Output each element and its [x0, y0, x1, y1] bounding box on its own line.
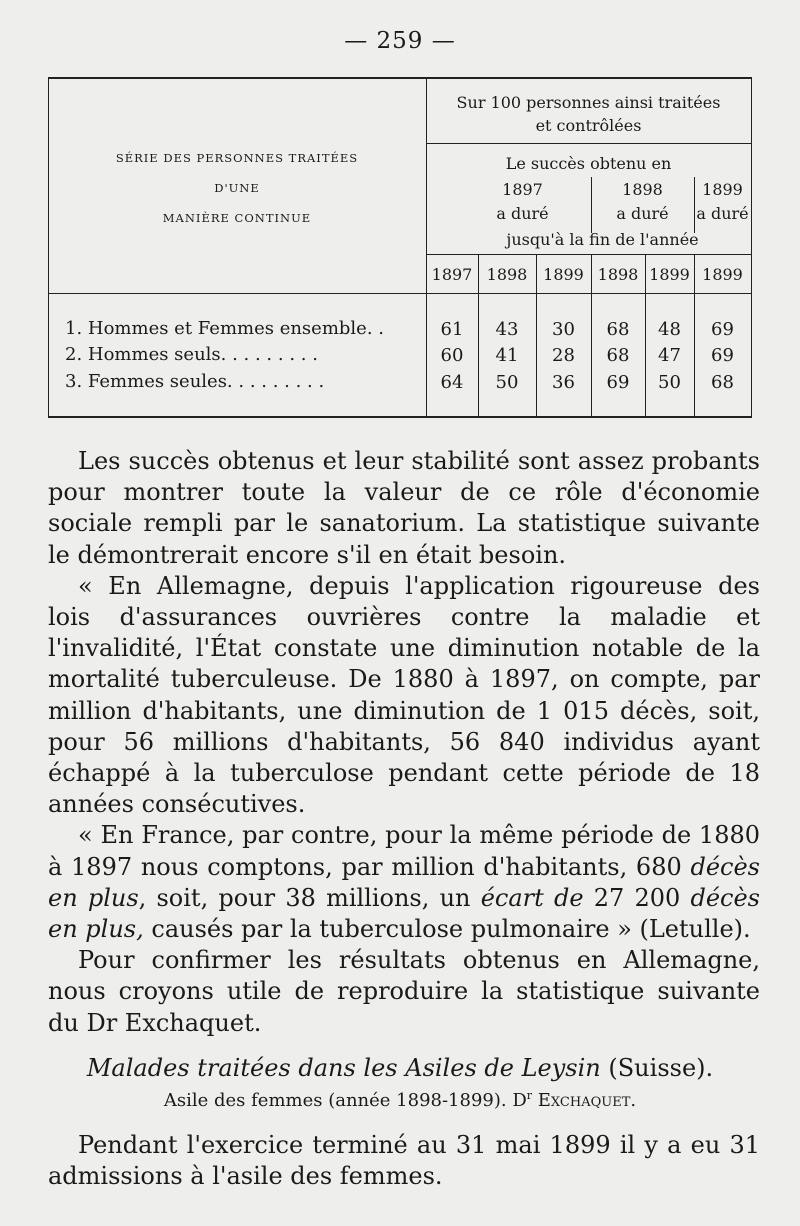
row-value: 50 [658, 372, 681, 393]
rule-group-header [426, 143, 751, 144]
row-value: 60 [440, 345, 464, 366]
year-col-5: 1899 [649, 265, 690, 284]
rule-year-header-bottom [49, 293, 751, 294]
row-value: 41 [495, 345, 519, 366]
year-col-6: 1899 [702, 265, 743, 284]
success-year-1898: 1898 [622, 180, 663, 199]
row-value: 36 [552, 372, 575, 393]
paragraph-2: « En Allemagne, depuis l'application rigoureuse des lois d'assurances ouvrières contre la maladie et l'invalidité, l'État constate une diminution notable de la mortalité tuberculeuse. De 1880 à 1897, on compte, par million d'habitants, une diminution de 1 015 décès, soit, pour 56 millions d'habitants, 56 840 individus ayant échappé à la tuberculose pendant cette période de 18 années consécutives. [48, 571, 760, 819]
row-value: 68 [711, 372, 734, 393]
row-value: 68 [606, 345, 630, 366]
paragraph-4: Pour confirmer les résultats obtenus en Allemagne, nous croyons utile de reproduire la statistique suivante du Dr Exchaquet. [48, 946, 760, 1037]
row-value: 47 [658, 345, 681, 366]
row-value: 50 [495, 372, 519, 393]
row-value: 48 [658, 319, 681, 340]
body-text [48, 446, 760, 1039]
rule-year-header-top [426, 254, 751, 255]
year-col-3: 1899 [543, 265, 584, 284]
success-label-1898: a duré [616, 204, 669, 223]
until-end-of-year-label: jusqu'à la fin de l'année [506, 230, 699, 249]
row-value: 28 [552, 345, 575, 366]
row-value: 61 [440, 319, 464, 340]
series-header-line-1: SÉRIE DES PERSONNES TRAITÉES [115, 151, 359, 165]
row-value: 30 [552, 319, 575, 340]
series-header-line-3: MANIÈRE CONTINUE [162, 211, 312, 225]
row-value: 69 [606, 372, 630, 393]
group-header-line-1: Sur 100 personnes ainsi traitées [456, 93, 721, 112]
year-col-4: 1898 [597, 265, 639, 284]
row-value: 68 [606, 319, 630, 340]
section-title: Malades traitées dans les Asiles de Leysin (Suisse). [86, 1054, 714, 1082]
success-label-1897: a duré [496, 204, 549, 223]
row-label: 3. Femmes seules. . . . . . . . . [65, 371, 325, 392]
success-label-1899: a duré [696, 204, 749, 223]
paragraph-closing: Pendant l'exercice terminé au 31 mai 1899 il y a eu 31 admissions à l'asile des femmes. [48, 1131, 760, 1191]
closing-text [48, 1130, 760, 1192]
paragraph-1: Les succès obtenus et leur stabilité sont assez probants pour montrer toute la valeur de ce rôle d'économie sociale rempli par le sanatorium. La statistique suivante le démontrerait encore s'il en était besoin. [48, 447, 760, 569]
series-header-line-2: D'UNE [214, 181, 260, 195]
row-value: 69 [711, 319, 734, 340]
section-subtitle: Asile des femmes (année 1898-1899). $D^r$ Exchaquet. [163, 1089, 637, 1111]
row-label: 2. Hommes seuls. . . . . . . . . [65, 344, 318, 365]
row-value: 69 [711, 345, 734, 366]
success-header: Le succès obtenu en [505, 154, 672, 173]
group-header-line-2: et contrôlées [535, 116, 642, 135]
year-col-2: 1898 [486, 265, 528, 284]
success-year-1897: 1897 [502, 180, 543, 199]
paragraph-3: « En France, par contre, pour la même période de 1880 à 1897 nous comptons, par million d'habitants, 680 décès en plus, soit, pour 38 millions, un écart de 27 200 décès en plus, causés par la tuberculose pulmonaire » (Letulle). [48, 821, 760, 944]
statistics-table [48, 77, 752, 418]
row-label: 1. Hommes et Femmes ensemble. . [65, 318, 384, 339]
row-value: 43 [495, 319, 519, 340]
success-year-1899: 1899 [702, 180, 743, 199]
year-col-1: 1897 [431, 265, 473, 284]
row-value: 64 [440, 372, 464, 393]
page-number: — 259 — [344, 28, 456, 54]
